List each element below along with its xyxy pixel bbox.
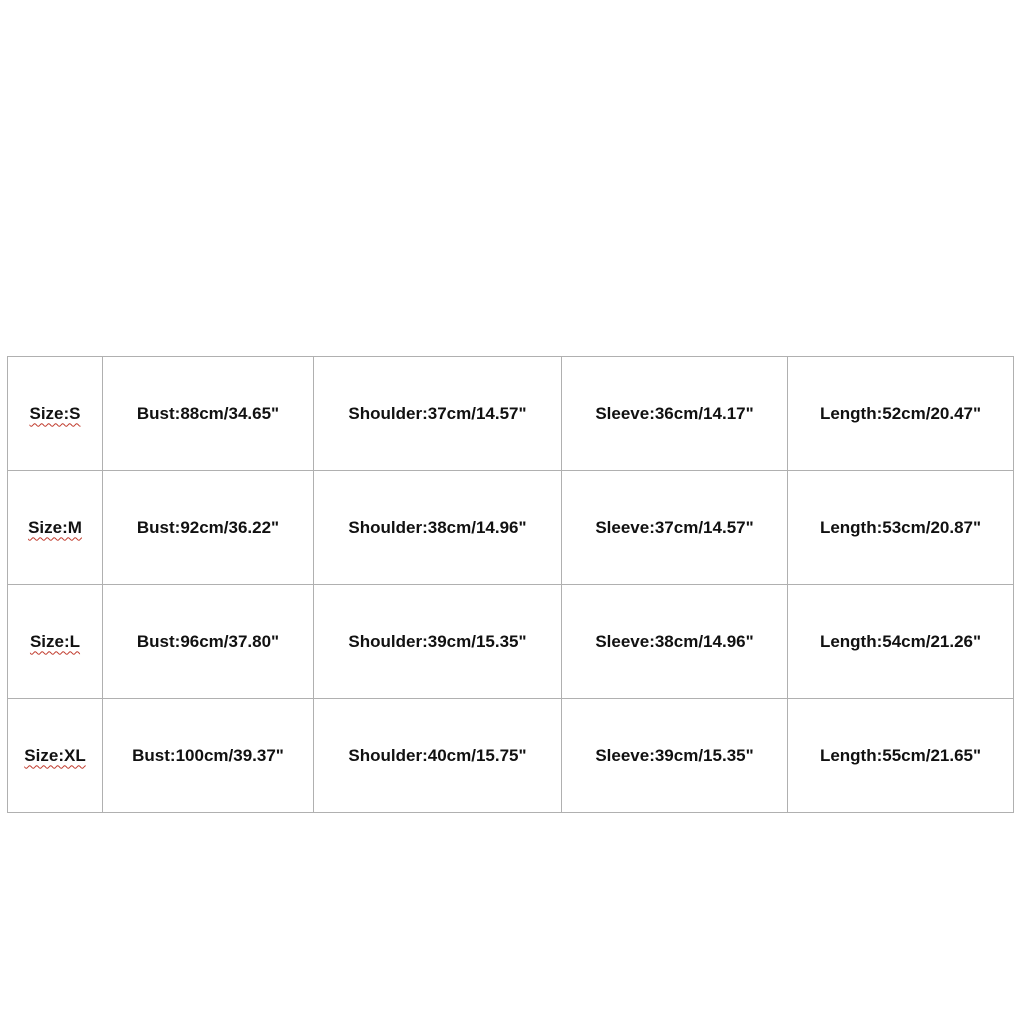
table-row — [8, 699, 1014, 813]
sleeve-cell: Sleeve:38cm/14.96" — [562, 585, 788, 699]
sleeve-cell: Sleeve:37cm/14.57" — [562, 471, 788, 585]
size-label: Size:L — [29, 631, 81, 651]
shoulder-cell: Shoulder:37cm/14.57" — [314, 357, 562, 471]
sleeve-cell: Sleeve:36cm/14.17" — [562, 357, 788, 471]
size-cell — [8, 699, 103, 813]
sleeve-cell: Sleeve:39cm/15.35" — [562, 699, 788, 813]
bust-cell: Bust:100cm/39.37" — [103, 699, 314, 813]
size-chart-table — [7, 356, 1014, 813]
bust-cell: Bust:92cm/36.22" — [103, 471, 314, 585]
length-cell: Length:54cm/21.26" — [788, 585, 1014, 699]
bust-cell: Bust:96cm/37.80" — [103, 585, 314, 699]
size-label: Size:XL — [24, 745, 86, 765]
length-cell: Length:55cm/21.65" — [788, 699, 1014, 813]
table-row — [8, 357, 1014, 471]
size-cell — [8, 357, 103, 471]
bust-cell: Bust:88cm/34.65" — [103, 357, 314, 471]
size-cell — [8, 585, 103, 699]
size-label: Size:M — [28, 517, 82, 537]
table-row — [8, 585, 1014, 699]
shoulder-cell: Shoulder:38cm/14.96" — [314, 471, 562, 585]
shoulder-cell: Shoulder:39cm/15.35" — [314, 585, 562, 699]
length-cell: Length:53cm/20.87" — [788, 471, 1014, 585]
size-cell — [8, 471, 103, 585]
table-row — [8, 471, 1014, 585]
length-cell: Length:52cm/20.47" — [788, 357, 1014, 471]
shoulder-cell: Shoulder:40cm/15.75" — [314, 699, 562, 813]
size-label: Size:S — [29, 403, 81, 423]
